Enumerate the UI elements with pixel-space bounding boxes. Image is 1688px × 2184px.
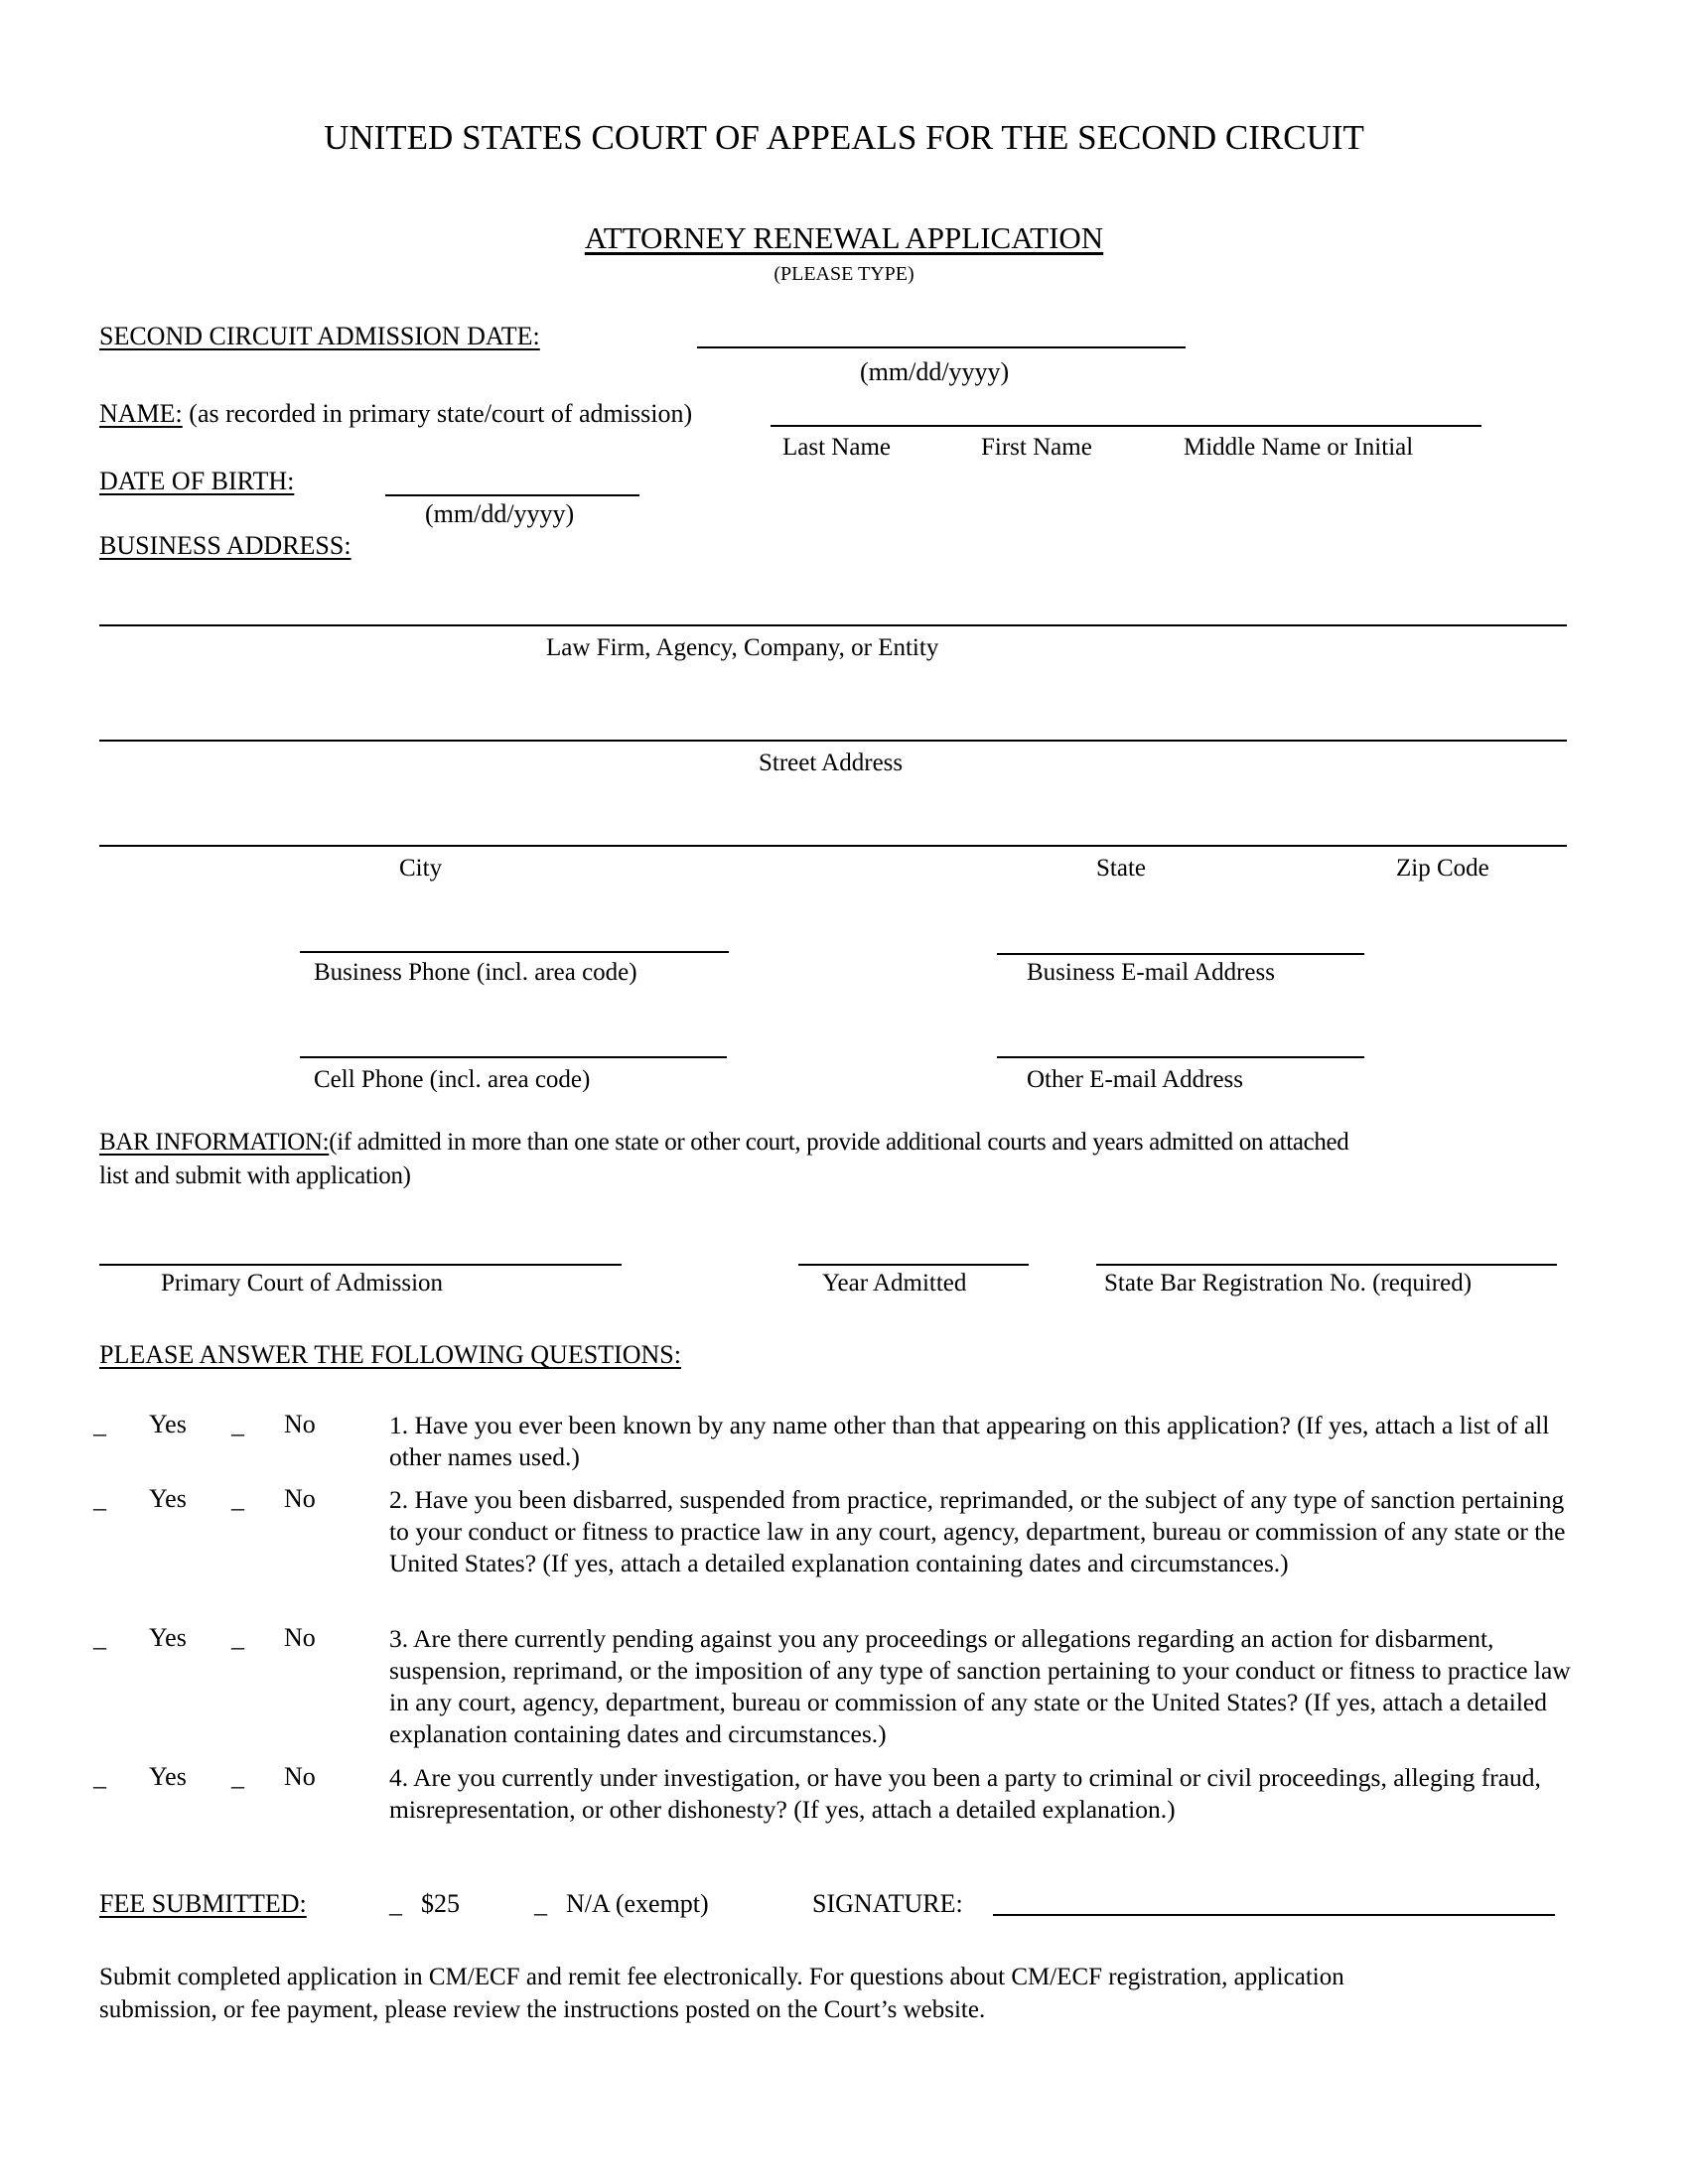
q3-yes-blank[interactable]: _	[93, 1623, 106, 1652]
q3-no-label: No	[284, 1623, 316, 1652]
dob-field[interactable]	[385, 494, 639, 496]
other-email-field[interactable]	[997, 1056, 1364, 1058]
state-label: State	[1096, 855, 1146, 882]
name-field[interactable]	[771, 425, 1481, 427]
q2-yes-blank[interactable]: _	[93, 1484, 106, 1513]
business-email-field[interactable]	[997, 953, 1364, 955]
first-name-label: First Name	[981, 434, 1092, 461]
q4-yes-label: Yes	[149, 1762, 187, 1791]
q3-yes-label: Yes	[149, 1623, 187, 1652]
questions-heading: PLEASE ANSWER THE FOLLOWING QUESTIONS:	[99, 1340, 681, 1369]
year-admitted-field[interactable]	[798, 1264, 1029, 1266]
signature-label: SIGNATURE:	[812, 1889, 963, 1918]
middle-name-label: Middle Name or Initial	[1184, 434, 1414, 461]
q4-no-label: No	[284, 1762, 316, 1791]
footer-line1: Submit completed application in CM/ECF and remit fee electronically. For questions about CM/ECF registration, application	[99, 1964, 1344, 1990]
street-label: Street Address	[759, 750, 904, 776]
name-label: NAME:	[99, 399, 183, 428]
question-3: 3. Are there currently pending against you any proceedings or allegations regarding an action for disbarment, suspension, reprimand, or the imposition of any type of sanction pertaining to your conduct or fitness to practice law in any court, agency, department, bureau or commission of any state or the United States? (If yes, attach a detailed explanation containing dates and circumstances.)	[389, 1624, 1571, 1748]
fee-25-blank[interactable]: _	[389, 1889, 402, 1918]
fee-exempt-blank[interactable]: _	[534, 1889, 547, 1918]
q2-no-blank[interactable]: _	[231, 1484, 244, 1513]
other-email-label: Other E-mail Address	[1027, 1066, 1244, 1093]
question-2: 2. Have you been disbarred, suspended from practice, reprimanded, or the subject of any type of sanction pertaining to your conduct or fitness to practice law in any court, agency, department, bureau or commission of any state or the United States? (If yes, attach a detailed explanation containing dates and circumstances.)	[389, 1485, 1566, 1577]
bar-info-label: BAR INFORMATION:	[99, 1129, 330, 1156]
cell-phone-label: Cell Phone (incl. area code)	[314, 1066, 591, 1093]
form-note: (PLEASE TYPE)	[774, 263, 914, 285]
bar-info-line2: list and submit with application)	[99, 1162, 411, 1189]
registration-field[interactable]	[1096, 1264, 1557, 1266]
q1-yes-label: Yes	[149, 1410, 187, 1438]
firm-field[interactable]	[99, 624, 1567, 626]
city-state-zip-field[interactable]	[99, 845, 1567, 847]
q4-no-blank[interactable]: _	[231, 1762, 244, 1791]
form-title: ATTORNEY RENEWAL APPLICATION	[584, 220, 1104, 255]
fee-25-label: $25	[421, 1889, 460, 1918]
q2-yes-label: Yes	[149, 1484, 187, 1513]
business-email-label: Business E-mail Address	[1027, 959, 1275, 986]
court-title: UNITED STATES COURT OF APPEALS FOR THE SECOND CIRCUIT	[324, 118, 1364, 157]
admission-date-label: SECOND CIRCUIT ADMISSION DATE:	[99, 322, 540, 350]
bar-info-line1	[99, 1128, 1348, 1158]
primary-court-field[interactable]	[99, 1264, 622, 1266]
registration-label: State Bar Registration No. (required)	[1104, 1270, 1473, 1297]
name-label-row	[99, 399, 692, 429]
zip-label: Zip Code	[1396, 855, 1489, 882]
name-note: (as recorded in primary state/court of admission)	[189, 399, 693, 428]
admission-date-format: (mm/dd/yyyy)	[860, 357, 1010, 386]
business-address-label: BUSINESS ADDRESS:	[99, 531, 352, 560]
question-4: 4. Are you currently under investigation, or have you been a party to criminal or civil proceedings, alleging fraud, misrepresentation, or other dishonesty? (If yes, attach a detailed explanation.)	[389, 1763, 1541, 1824]
admission-date-field[interactable]	[697, 346, 1186, 348]
q2-no-label: No	[284, 1484, 316, 1513]
city-label: City	[399, 855, 443, 882]
cell-phone-field[interactable]	[300, 1056, 727, 1058]
fee-label: FEE SUBMITTED:	[99, 1889, 307, 1918]
primary-court-label: Primary Court of Admission	[161, 1270, 444, 1297]
q1-no-blank[interactable]: _	[231, 1410, 244, 1438]
dob-label: DATE OF BIRTH:	[99, 467, 295, 495]
business-phone-label: Business Phone (incl. area code)	[314, 959, 637, 986]
firm-label: Law Firm, Agency, Company, or Entity	[546, 634, 939, 661]
q1-no-label: No	[284, 1410, 316, 1438]
fee-exempt-label: N/A (exempt)	[566, 1889, 709, 1918]
year-admitted-label: Year Admitted	[822, 1270, 967, 1297]
dob-format: (mm/dd/yyyy)	[425, 499, 575, 528]
footer-line2: submission, or fee payment, please review the instructions posted on the Court’s website.	[99, 1996, 986, 2023]
business-phone-field[interactable]	[300, 951, 729, 953]
bar-info-note: (if admitted in more than one state or other court, provide additional courts and years admitted on attached	[329, 1129, 1349, 1156]
question-1: 1. Have you ever been known by any name other than that appearing on this application? (If yes, attach a list of all other names used.)	[389, 1411, 1550, 1471]
q1-yes-blank[interactable]: _	[93, 1410, 106, 1438]
signature-field[interactable]	[993, 1914, 1555, 1916]
q4-yes-blank[interactable]: _	[93, 1762, 106, 1791]
last-name-label: Last Name	[782, 434, 891, 461]
q3-no-blank[interactable]: _	[231, 1623, 244, 1652]
street-field[interactable]	[99, 740, 1567, 742]
